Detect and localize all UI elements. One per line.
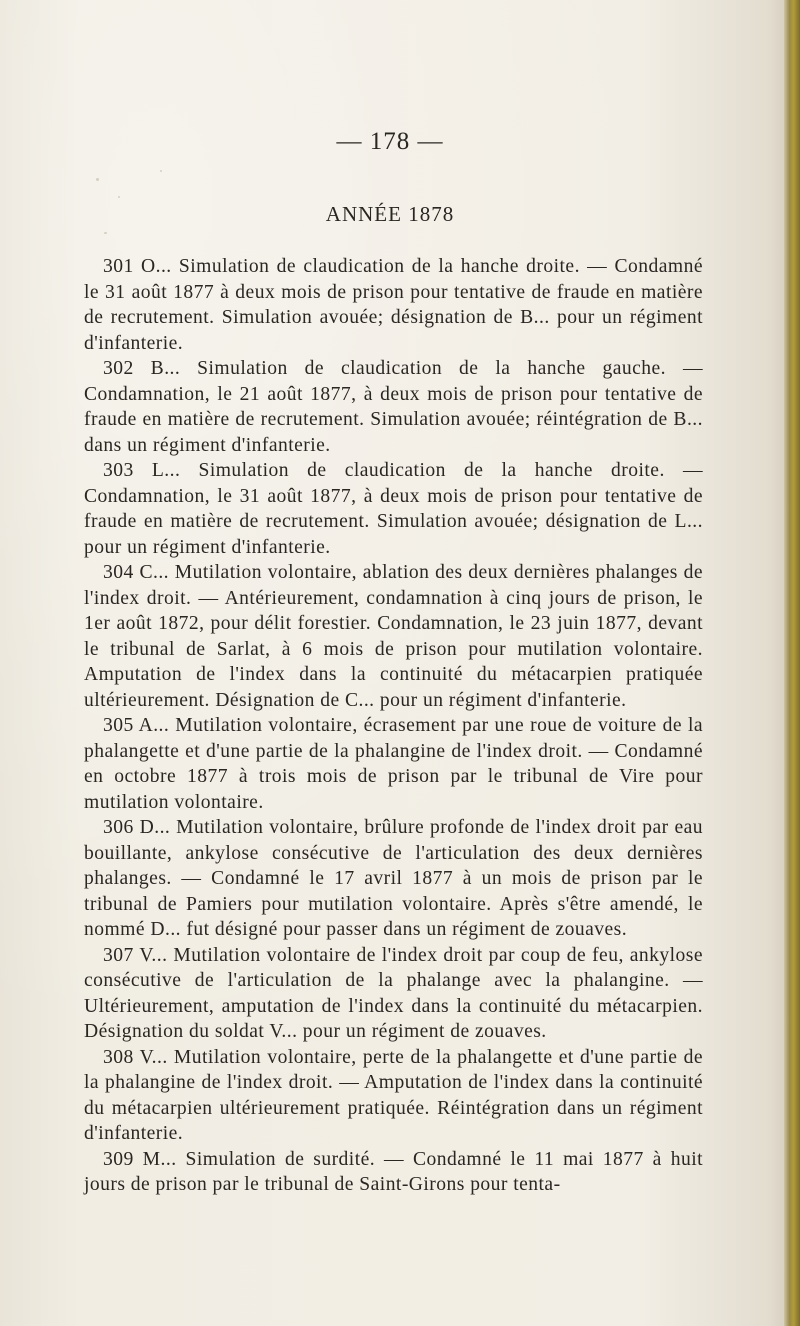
entry-paragraph: 301 O... Simulation de claudication de la hanche droite. — Condamné le 31 août 1877 à deux mois de prison pour tentative de fraude en matière de recrutement. Simulation avouée; désignation de B... pour un régiment d'infanterie. xyxy=(84,256,703,354)
paper-speck xyxy=(118,196,120,198)
entry-paragraph: 308 V... Mutilation volontaire, perte de la phalangette et d'une partie de la phalangine de l'index droit. — Amputation de l'index dans la continuité du métacarpien ultérieurement pratiquée. Réintégration dans un régiment d'infanterie. xyxy=(84,1046,703,1144)
entry-paragraph: 305 A... Mutilation volontaire, écrasement par une roue de voiture de la phalangette et d'une partie de la phalangine de l'index droit. — Condamné en octobre 1877 à trois mois de prison par le tribunal de Vire pour mutilation volontaire. xyxy=(84,715,703,813)
entry-paragraph: 304 C... Mutilation volontaire, ablation des deux dernières phalanges de l'index droit. — Antérieurement, condamnation à cinq jours de prison, le 1er août 1872, pour délit forestier. Condamnation, le 23 juin 1877, devant le tribunal de Sarlat, à 6 mois de prison pour mutilation volontaire. Amputation de l'index dans la continuité du métacarpien pratiquée ultérieurement. Désignation de C... pour un régiment d'infanterie. xyxy=(84,562,703,711)
page-number: — 178 — xyxy=(336,128,444,155)
entry-paragraph: 303 L... Simulation de claudication de la hanche droite. — Condamnation, le 31 août 1877, à deux mois de prison pour tentative de fraude en matière de recrutement. Simulation avouée; désignation de L... pour un régiment d'infanterie. xyxy=(84,460,703,558)
paper-speck xyxy=(160,170,162,172)
entry-paragraph: 302 B... Simulation de claudication de la hanche gauche. — Condamnation, le 21 août 1877, à deux mois de prison pour tentative de fraude en matière de recrutement. Simulation avouée; réintégration de B... dans un régiment d'infanterie. xyxy=(84,358,703,456)
entry-paragraph: 309 M... Simulation de surdité. — Condamné le 11 mai 1877 à huit jours de prison par le tribunal de Saint-Girons pour tenta- xyxy=(84,1148,703,1195)
entries-text xyxy=(84,254,703,1198)
entry-paragraph: 307 V... Mutilation volontaire de l'index droit par coup de feu, ankylose consécutive de l'articulation de la phalange avec la phalangine. — Ultérieurement, amputation de l'index dans la continuité du métacarpien. Désignation du soldat V... pour un régiment de zouaves. xyxy=(84,944,703,1042)
paper-speck xyxy=(96,178,99,181)
entry-paragraph: 306 D... Mutilation volontaire, brûlure profonde de l'index droit par eau bouillante, ankylose consécutive de l'articulation des deux dernières phalanges. — Condamné le 17 avril 1877 à un mois de prison par le tribunal de Pamiers pour mutilation volontaire. Après s'être amendé, le nommé D... fut désigné pour passer dans un régiment de zouaves. xyxy=(84,817,703,940)
page-binding-edge xyxy=(784,0,800,1326)
year-heading: ANNÉE 1878 xyxy=(325,202,455,226)
paper-speck xyxy=(104,232,107,234)
